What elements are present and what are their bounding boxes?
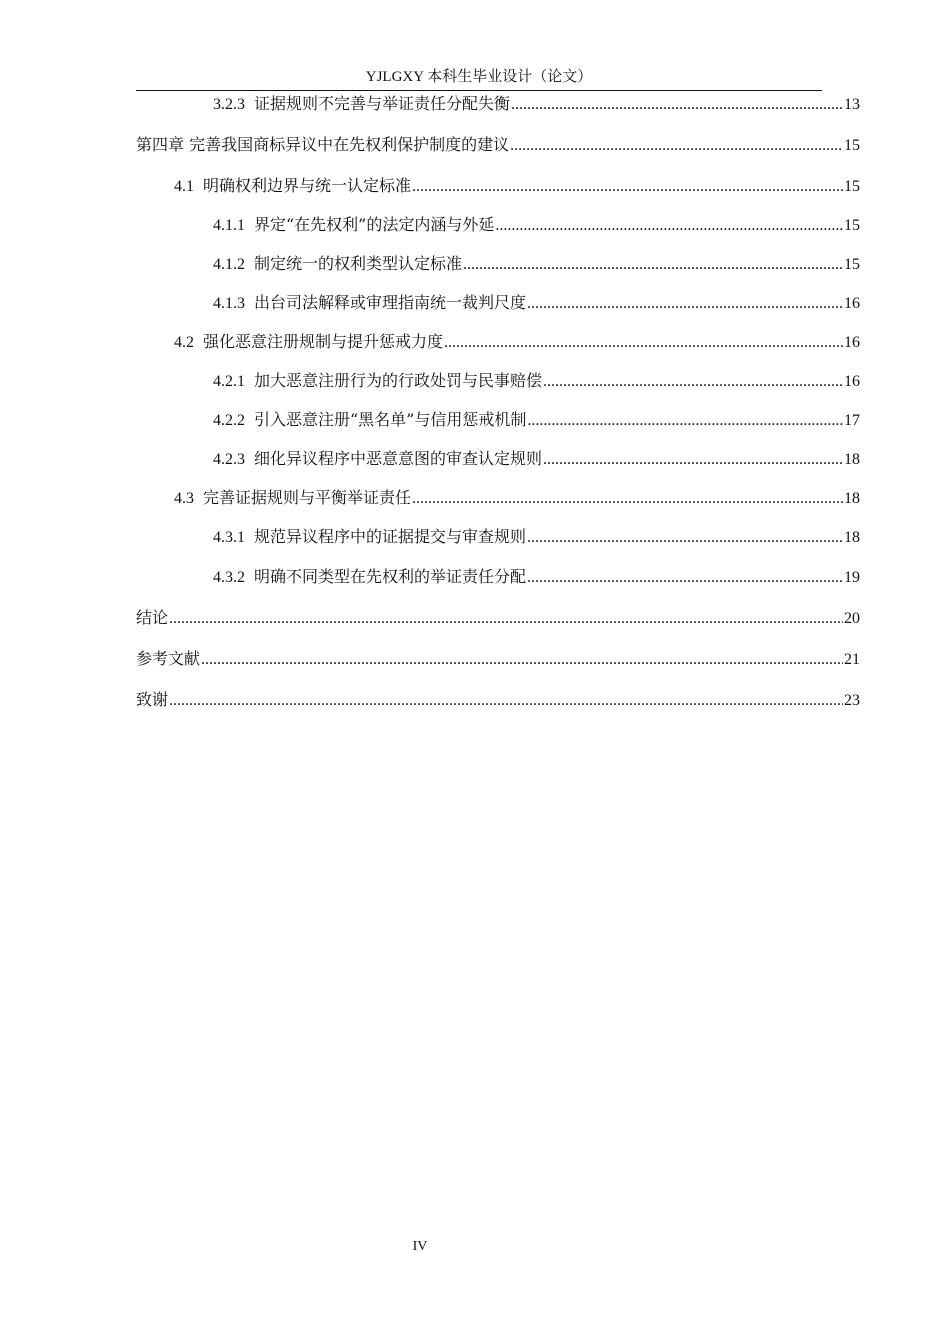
header-rule [136,90,822,91]
toc-dot-leader [495,214,843,238]
toc-entry[interactable] [136,369,860,394]
toc-entry[interactable] [136,647,860,672]
toc-entry-page: 18 [844,529,860,546]
toc-dot-leader [511,93,843,117]
toc-dot-leader [201,648,843,672]
toc-dot-leader [527,409,843,433]
toc-entry[interactable] [136,486,860,511]
toc-dot-leader [412,175,843,199]
toc-entry[interactable] [136,252,860,277]
toc-dot-leader [463,253,843,277]
toc-entry[interactable] [136,408,860,433]
toc-entry-page: 18 [844,451,860,468]
toc-dot-leader [169,689,843,713]
toc-entry-page: 16 [844,295,860,312]
page-number: IV [412,1239,428,1254]
running-header: YJLGXY 本科生毕业设计（论文） [365,69,593,85]
toc-entry-page: 23 [844,692,860,709]
toc-entry[interactable] [136,174,860,199]
toc-entry[interactable] [136,133,860,158]
toc-dot-leader [527,566,843,590]
toc-entry-number: 4.1 [174,178,194,195]
table-of-contents [136,92,860,713]
toc-entry-number: 4.1.2 [213,256,245,273]
toc-entry-title: 结论 [136,608,169,627]
toc-entry[interactable] [136,291,860,316]
toc-entry-page: 15 [844,217,860,234]
toc-entry-number: 4.3 [174,490,194,507]
toc-dot-leader [543,448,843,472]
toc-entry-number: 4.3.1 [213,529,245,546]
toc-entry-title: 细化异议程序中恶意意图的审查认定规则 [254,449,543,468]
toc-entry-title: 加大恶意注册行为的行政处罚与民事赔偿 [254,371,543,390]
toc-entry-number: 4.3.2 [213,569,245,586]
toc-entry-number: 4.2.1 [213,373,245,390]
toc-entry-title: 强化恶意注册规制与提升惩戒力度 [203,332,444,351]
toc-dot-leader [510,134,843,158]
toc-entry-page: 20 [844,610,860,627]
toc-entry-page: 18 [844,490,860,507]
toc-entry[interactable] [136,330,860,355]
toc-entry[interactable] [136,606,860,631]
toc-entry-title: 参考文献 [136,649,201,668]
toc-entry-title: 界定“在先权利”的法定内涵与外延 [254,215,495,234]
toc-entry-title: 证据规则不完善与举证责任分配失衡 [254,94,511,113]
toc-entry-number: 4.2.2 [213,412,245,429]
toc-entry[interactable] [136,525,860,550]
toc-entry[interactable] [136,447,860,472]
toc-entry[interactable] [136,688,860,713]
toc-entry-page: 19 [844,569,860,586]
toc-entry[interactable] [136,92,860,117]
toc-entry-number: 4.2 [174,334,194,351]
toc-entry-page: 21 [844,651,860,668]
toc-entry-title: 明确不同类型在先权利的举证责任分配 [254,567,527,586]
toc-entry[interactable] [136,213,860,238]
toc-entry-number: 4.2.3 [213,451,245,468]
toc-entry-number: 3.2.3 [213,96,245,113]
toc-dot-leader [412,487,843,511]
toc-entry-number: 4.1.1 [213,217,245,234]
toc-dot-leader [444,331,843,355]
toc-entry-title: 制定统一的权利类型认定标准 [254,254,463,273]
toc-entry-title: 出台司法解释或审理指南统一裁判尺度 [254,293,527,312]
toc-entry-page: 16 [844,334,860,351]
toc-entry-number: 4.1.3 [213,295,245,312]
toc-entry-title: 明确权利边界与统一认定标准 [203,176,412,195]
toc-dot-leader [527,292,843,316]
toc-dot-leader [527,526,843,550]
toc-entry-page: 13 [844,96,860,113]
toc-entry-page: 17 [844,412,860,429]
toc-entry[interactable] [136,565,860,590]
toc-entry-title: 致谢 [136,690,169,709]
toc-entry-page: 15 [844,178,860,195]
toc-dot-leader [543,370,843,394]
toc-entry-page: 16 [844,373,860,390]
toc-entry-title: 第四章 完善我国商标异议中在先权利保护制度的建议 [136,135,510,154]
toc-entry-title: 引入恶意注册“黑名单”与信用惩戒机制 [254,410,527,429]
toc-entry-page: 15 [844,137,860,154]
toc-entry-title: 规范异议程序中的证据提交与审查规则 [254,527,527,546]
toc-entry-title: 完善证据规则与平衡举证责任 [203,488,412,507]
toc-entry-page: 15 [844,256,860,273]
toc-dot-leader [169,607,843,631]
